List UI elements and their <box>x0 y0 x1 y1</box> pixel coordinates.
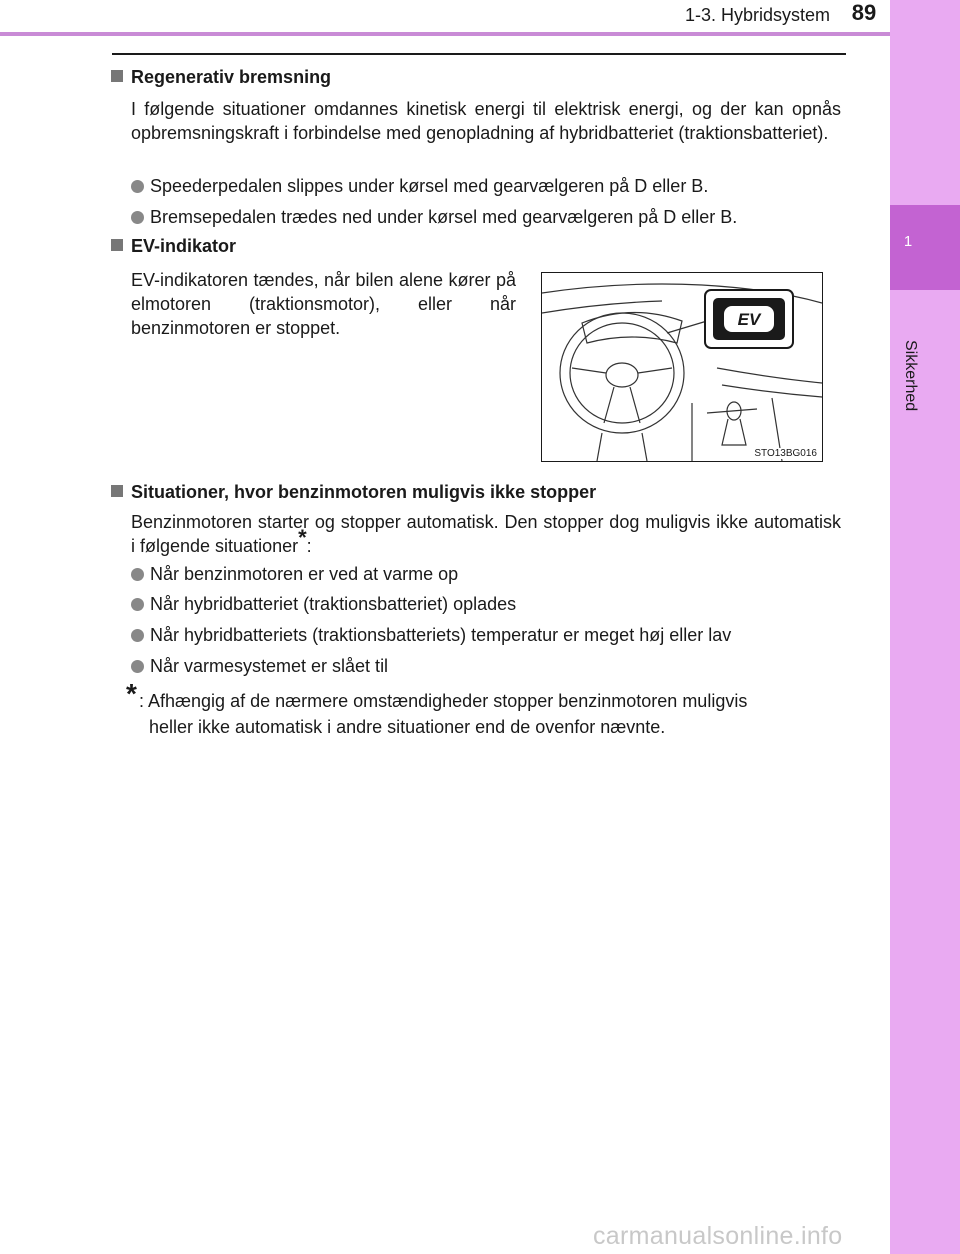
square-bullet-icon <box>111 70 123 82</box>
chapter-number: 1 <box>903 233 913 250</box>
footnote-asterisk: * <box>126 678 137 709</box>
ev-indicator-figure <box>541 272 823 462</box>
heading-regen: Regenerativ bremsning <box>111 66 331 88</box>
regen-intro: I følgende situationer omdannes kinetisk energi til elektrisk energi, og der kan opnås opbremsningskraft i forbindelse med genopladning af hybridbatteriet (traktionsbatteriet). <box>131 99 841 143</box>
header-divider <box>0 32 890 36</box>
circle-bullet-icon <box>131 568 144 581</box>
list-item: Bremsepedalen trædes ned under kørsel med gearvælgeren på D eller B. <box>131 205 841 229</box>
stop-intro: Benzinmotoren starter og stopper automatisk. Den stopper dog muligvis ikke automatisk i følgende situationer*: <box>131 512 841 556</box>
circle-bullet-icon <box>131 598 144 611</box>
dashboard-illustration <box>542 273 822 461</box>
list-item: Når varmesystemet er slået til <box>131 654 841 678</box>
section-title: 1-3. Hybridsystem <box>684 5 830 25</box>
square-bullet-icon <box>111 485 123 497</box>
footnote: : Afhængig af de nærmere omstændigheder stopper benzinmotoren muligvis heller ikke automatisk i andre situationer end de ovenfor nævnte. <box>139 691 748 737</box>
heading-stop: Situationer, hvor benzinmotoren muligvis ikke stopper <box>111 481 596 503</box>
asterisk-mark: * <box>298 525 307 550</box>
circle-bullet-icon <box>131 629 144 642</box>
chapter-label: Sikkerhed <box>902 340 919 412</box>
ev-description: EV-indikatoren tændes, når bilen alene kører på elmotoren (traktionsmotor), eller når benzinmotoren er stoppet. <box>131 270 516 338</box>
circle-bullet-icon <box>131 211 144 224</box>
list-item: Når hybridbatteriets (traktionsbatteriets) temperatur er meget høj eller lav <box>131 623 841 647</box>
circle-bullet-icon <box>131 180 144 193</box>
circle-bullet-icon <box>131 660 144 673</box>
ev-indicator-text: EV <box>737 310 761 329</box>
page-number: 89 <box>838 0 890 30</box>
chapter-sidebar <box>890 0 960 1254</box>
section-divider <box>112 53 846 55</box>
heading-ev: EV-indikator <box>111 235 236 257</box>
list-item: Når benzinmotoren er ved at varme op <box>131 562 841 586</box>
watermark: carmanualsonline.info <box>593 1222 843 1250</box>
figure-code: STO13BG016 <box>754 448 817 459</box>
list-item: Speederpedalen slippes under kørsel med gearvælgeren på D eller B. <box>131 174 841 198</box>
chapter-tab <box>890 205 960 290</box>
list-item: Når hybridbatteriet (traktionsbatteriet) oplades <box>131 592 841 616</box>
square-bullet-icon <box>111 239 123 251</box>
